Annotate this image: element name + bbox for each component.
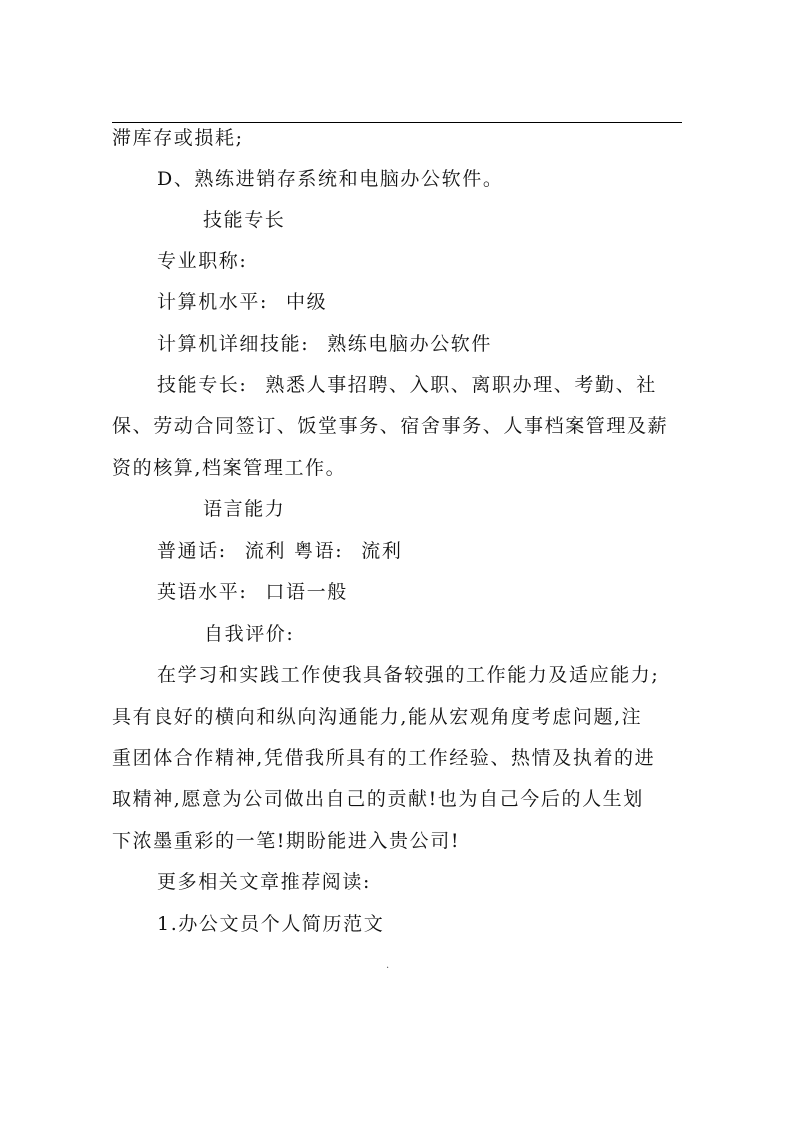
text-line: 保、劳动合同签订、饭堂事务、宿舍事务、人事档案管理及薪 [112,415,669,437]
text-line: 滞库存或损耗; [112,127,244,149]
text-line: 资的核算,档案管理工作。 [112,457,347,479]
text-line: 在学习和实践工作使我具备较强的工作能力及适应能力; [157,664,660,686]
text-line: 下浓墨重彩的一笔!期盼能进入贵公司! [112,830,461,852]
section-heading-language: 语言能力 [203,498,286,520]
footer-mark: . [386,960,390,971]
field-label: 普通话: [157,540,227,562]
text-line: 具有良好的横向和纵向沟通能力,能从宏观角度考虑问题,注 [112,706,643,728]
text-line: 取精神,愿意为公司做出自己的贡献!也为自己今后的人生划 [112,788,644,810]
field-label: 英语水平: [157,581,248,603]
text-line: 专业职称: [157,250,248,272]
text-line [157,373,657,397]
section-heading-self-evaluation: 自我评价: [204,623,295,645]
text-line [157,539,402,563]
text-line [157,580,348,604]
field-value: 流利 [244,540,287,562]
related-article-link[interactable]: 1.办公文员个人简历范文 [157,913,385,935]
field-label: 计算机详细技能: [157,333,310,355]
field-value: 熟悉人事招聘、入职、离职办理、考勤、社 [265,374,657,396]
text-line: 重团体合作精神,凭借我所具有的工作经验、热情及执着的进 [112,747,656,769]
field-value: 口语一般 [265,581,348,603]
field-value: 熟练电脑办公软件 [327,333,493,355]
field-value: 流利 [361,540,403,562]
text-line [157,332,492,356]
text-line [157,290,327,314]
text-line: 更多相关文章推荐阅读: [157,871,372,893]
header-rule [112,122,682,123]
field-label: 计算机水平: [157,291,269,313]
section-heading-skills: 技能专长 [203,209,286,231]
field-label: 粤语: [294,540,344,562]
field-value: 中级 [286,291,328,313]
field-label: 技能专长: [157,374,248,396]
text-line: D、熟练进销存系统和电脑办公软件。 [157,168,504,190]
